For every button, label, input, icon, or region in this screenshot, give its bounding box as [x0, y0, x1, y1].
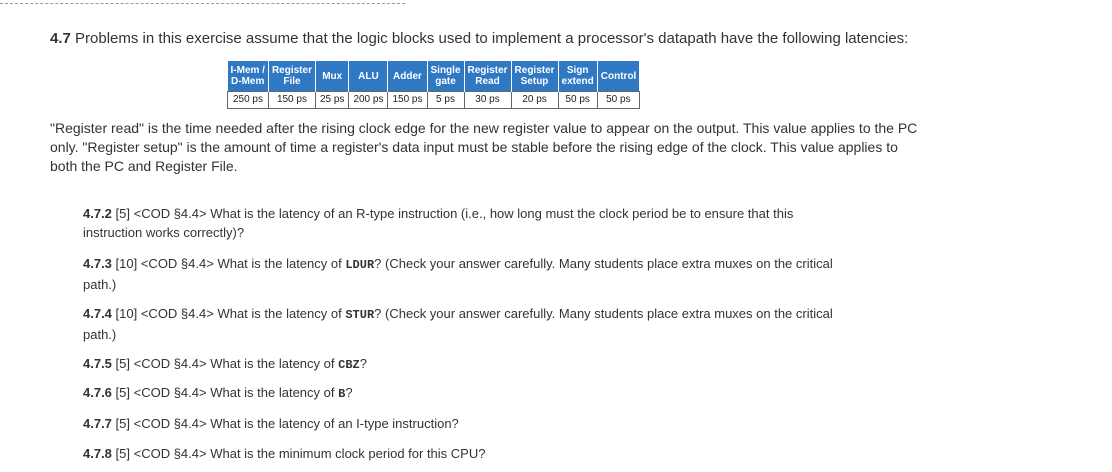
value-imem-dmem: 250 ps: [228, 92, 269, 109]
question-4-7-2: [83, 204, 933, 242]
question-text: [5] <COD §4.4> What is the latency of: [115, 385, 335, 400]
value-alu: 200 ps: [349, 92, 388, 109]
header-register-read: Register Read: [464, 61, 511, 92]
question-text: [5] <COD §4.4> What is the latency of: [115, 356, 335, 371]
question-number: 4.7.7: [83, 416, 112, 431]
question-continuation: path.): [83, 277, 117, 292]
question-number: 4.7.3: [83, 256, 112, 271]
question-number: 4.7.2: [83, 206, 112, 221]
paragraph-line-2: only. "Register setup" is the amount of time a register's data input must be stable before the rising edge of the clock. This value applies to: [50, 139, 898, 155]
question-text: [10] <COD §4.4> What is the latency of: [115, 306, 342, 321]
latency-table: [227, 61, 640, 109]
paragraph-line-3: both the PC and Register File.: [50, 158, 238, 174]
question-4-7-4: [83, 304, 933, 344]
header-single-gate: Single gate: [427, 61, 464, 92]
question-text-after: ?: [345, 385, 353, 400]
header-alu: ALU: [349, 61, 388, 92]
register-definitions-paragraph: [50, 119, 990, 176]
value-register-read: 30 ps: [464, 92, 511, 109]
instruction-code: LDUR: [345, 258, 375, 272]
header-control: Control: [597, 61, 639, 92]
question-text-after: ?: [359, 356, 367, 371]
question-4-7-5: [83, 354, 933, 375]
top-dashed-divider: [0, 3, 405, 4]
question-text-after: ? (Check your answer carefully. Many students place extra muxes on the critical: [374, 256, 833, 271]
value-sign-extend: 50 ps: [558, 92, 597, 109]
exercise-number: 4.7: [50, 30, 71, 47]
header-adder: Adder: [388, 61, 427, 92]
question-number: 4.7.8: [83, 446, 112, 461]
exercise-intro: Problems in this exercise assume that the logic blocks used to implement a processor's datapath have the following latencies:: [75, 30, 909, 47]
question-text-after: ? (Check your answer carefully. Many students place extra muxes on the critical: [374, 306, 833, 321]
value-control: 50 ps: [597, 92, 639, 109]
latency-value-row: [228, 92, 640, 109]
question-text: [10] <COD §4.4> What is the latency of: [115, 256, 342, 271]
question-text: [5] <COD §4.4> What is the latency of an R-type instruction (i.e., how long must the clock period be to ensure that this: [115, 206, 794, 221]
instruction-code: CBZ: [338, 358, 360, 372]
question-4-7-6: [83, 383, 933, 404]
question-text: [5] <COD §4.4> What is the minimum clock period for this CPU?: [115, 446, 486, 461]
exercise-heading: [50, 29, 908, 49]
question-number: 4.7.4: [83, 306, 112, 321]
value-register-file: 150 ps: [268, 92, 315, 109]
instruction-code: B: [338, 387, 346, 401]
question-text: [5] <COD §4.4> What is the latency of an I-type instruction?: [115, 416, 459, 431]
header-imem-dmem: I-Mem / D-Mem: [228, 61, 269, 92]
question-continuation: instruction works correctly)?: [83, 225, 245, 240]
paragraph-line-1: "Register read" is the time needed after the rising clock edge for the new register value to appear on the output. This value applies to the PC: [50, 120, 918, 136]
question-number: 4.7.5: [83, 356, 112, 371]
latency-header-row: [228, 61, 640, 92]
question-number: 4.7.6: [83, 385, 112, 400]
header-sign-extend: Sign extend: [558, 61, 597, 92]
value-mux: 25 ps: [315, 92, 348, 109]
question-continuation: path.): [83, 327, 117, 342]
value-adder: 150 ps: [388, 92, 427, 109]
question-4-7-8: [83, 444, 933, 463]
header-register-file: Register File: [268, 61, 315, 92]
question-4-7-3: [83, 254, 933, 294]
question-4-7-7: [83, 414, 933, 433]
value-single-gate: 5 ps: [427, 92, 464, 109]
header-register-setup: Register Setup: [511, 61, 558, 92]
header-mux: Mux: [315, 61, 348, 92]
instruction-code: STUR: [345, 308, 375, 322]
value-register-setup: 20 ps: [511, 92, 558, 109]
